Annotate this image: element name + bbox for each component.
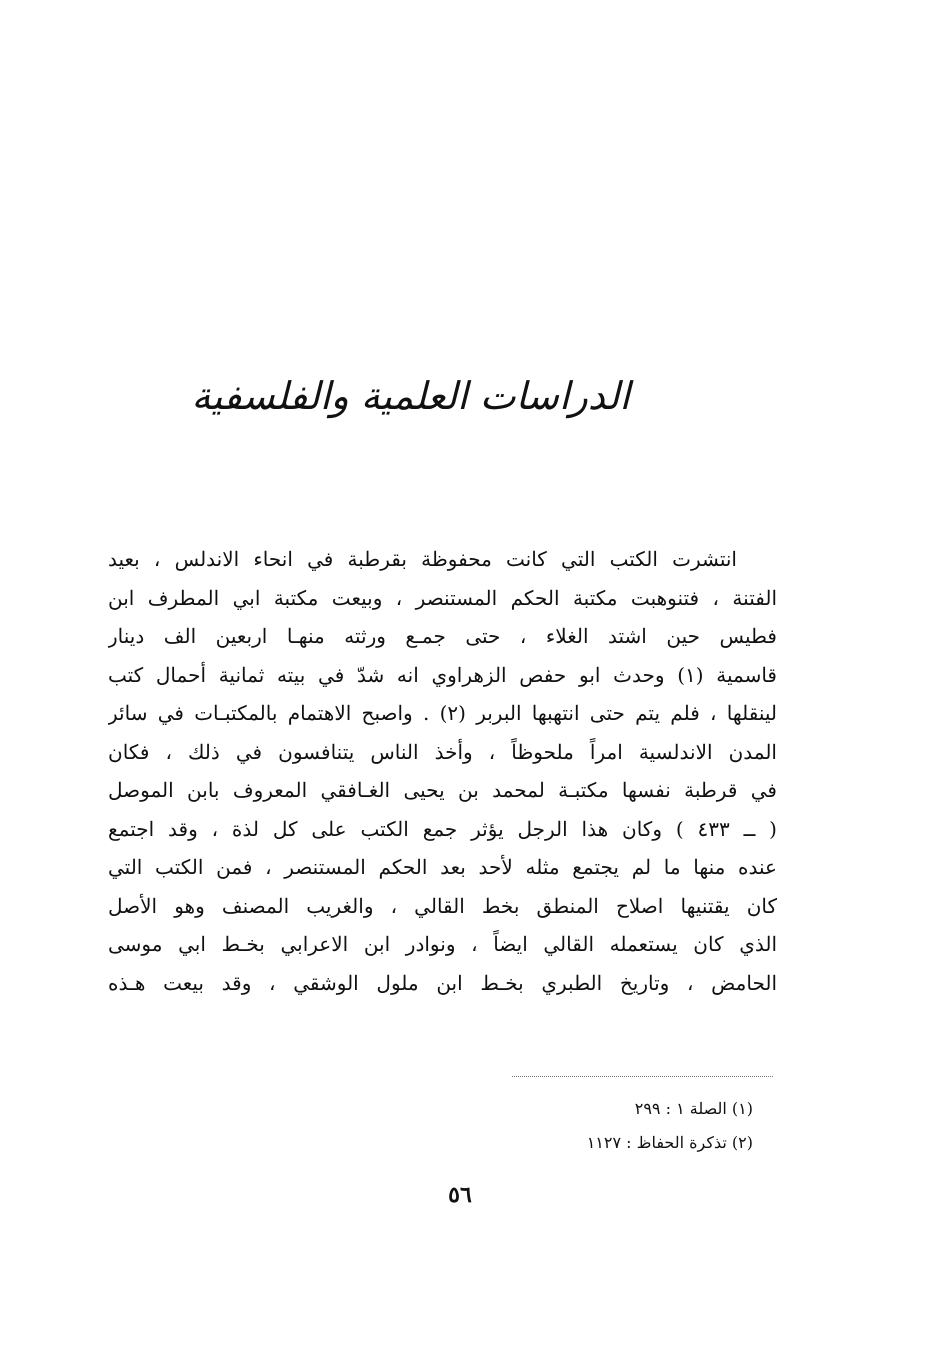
paragraph-line: كان يقتنيها اصلاح المنطق بخط القالي ، والغريب المصنف وهو الأصل <box>108 893 777 918</box>
paragraph-line: انتشرت الكتب التي كانت محفوظة بقرطبة في انحاء الاندلس ، بعيد <box>108 547 737 571</box>
page-number: ٥٦ <box>448 1182 472 1208</box>
paragraph-line: لينقلها ، فلم يتم حتى انتهبها البربر (٢) . واصبح الاهتمام بالمكتبـات في سائر <box>108 701 777 725</box>
paragraph-line: قاسمية (١) وحدث ابو حفص الزهراوي انه شدّ في بيته ثمانية أحمال كتب <box>108 662 777 687</box>
paragraph-line: المدن الاندلسية امراً ملحوظاً ، وأخذ الناس يتنافسون في ذلك ، فكان <box>108 739 777 764</box>
paragraph-line: الحامض ، وتاريخ الطبري بخـط ابن ملول الوشقي ، وقد بيعت هـذه <box>108 970 777 995</box>
footnote: (٢) تذكرة الحفاظ : ١١٢٧ <box>586 1133 753 1152</box>
footnote: (١) الصلة ١ : ٢٩٩ <box>634 1099 753 1118</box>
paragraph-line: فطيس حين اشتد الغلاء ، حتى جمـع ورثته منهـا اربعين الف دينار <box>108 624 777 648</box>
paragraph-line: عنده منها ما لم يجتمع مثله لأحد بعد الحكم المستنصر ، فمن الكتب التي <box>108 855 777 879</box>
chapter-title: الدراسات العلمية والفلسفية <box>191 374 630 418</box>
paragraph-line: الذي كان يستعمله القالي ايضاً ، ونوادر ابن الاعرابي بخـط ابي موسى <box>108 932 777 956</box>
footnote-divider <box>512 1076 773 1077</box>
paragraph-line: الفتنة ، فتنوهبت مكتبة الحكم المستنصر ، وبيعت مكتبة ابي المطرف ابن <box>108 585 777 610</box>
paragraph-line: ( ــ ٤٣٣ ) وكان هذا الرجل يؤثر جمع الكتب على كل لذة ، وقد اجتمع <box>108 816 777 841</box>
footnotes <box>440 1092 777 1160</box>
paragraph-line: في قرطبة نفسها مكتبـة لمحمد بن يحيى الغـافقي المعروف بابن الموصل <box>108 778 777 802</box>
body-paragraph <box>108 540 777 1002</box>
